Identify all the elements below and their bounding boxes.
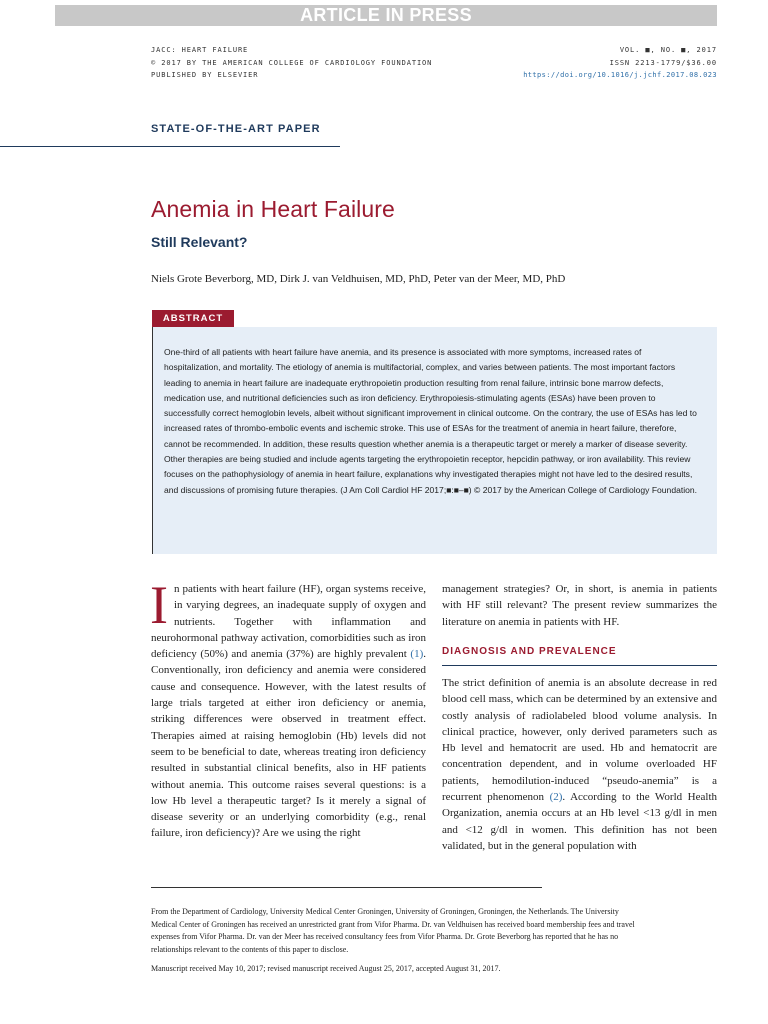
doi-link[interactable]: https://doi.org/10.1016/j.jchf.2017.08.023 [523,71,717,79]
journal-name: JACC: HEART FAILURE [151,46,249,54]
heading-divider [442,665,717,666]
body-column-left [150,575,426,842]
publisher-line: PUBLISHED BY ELSEVIER [151,71,259,79]
body-column-right-intro: management strategies? Or, in short, is anemia in patients with HF still relevant? The present review summarizes the literature on anemia in patients with HF. [442,583,717,628]
section-heading-diagnosis: DIAGNOSIS AND PREVALENCE [442,646,617,657]
left-text-1: n patients with heart failure (HF), organ systems receive, in varying degrees, an inadequate supply of oxygen and nutrients. Together with inflammation and neurohormonal pathway activation, comorbidities such as iron deficiency (50%) and anemia (37%) are highly prevalent [151,583,426,661]
footnote-divider [151,887,542,888]
drop-cap: I [150,575,168,635]
abstract-citation: (J Am Coll Cardiol HF 2017;■:■–■) © 2017 by the American College of Cardiology Foundation. [340,484,697,495]
journal-header-right [523,44,717,82]
footnote-affiliation: From the Department of Cardiology, University Medical Center Groningen, University of Groningen, Groningen, the Netherlands. The University Medical Center of Groningen has received an unrestricted grant from Vifor Pharma. Dr. van Veldhuisen has received board membership fees and travel expenses from Vifor Pharma. Dr. van der Meer has received consultancy fees from Vifor Pharma. Dr. Grote Beverborg has reported that he has no relationships relevant to the contents of this paper to disclose. [151,907,635,954]
abstract-text [164,345,699,498]
abstract-box [152,327,717,554]
copyright-line: © 2017 BY THE AMERICAN COLLEGE OF CARDIOLOGY FOUNDATION [151,58,433,67]
author-list: Niels Grote Beverborg, MD, Dirk J. van Veldhuisen, MD, PhD, Peter van der Meer, MD, PhD [151,273,566,285]
footnote-received: Manuscript received May 10, 2017; revised manuscript received August 25, 2017, accepted August 31, 2017. [151,964,501,973]
abstract-body: One-third of all patients with heart failure have anemia, and its presence is associated with more symptoms, increased rates of hospitalization, and mortality. The etiology of anemia is multifactorial, complex, and varies between patients. The most important factors leading to anemia in heart failure are inadequate erythropoietin production resulting from renal failure, intrinsic bone marrow defects, medication use, and nutritional deficiencies such as iron deficiency. Erythropoiesis-stimulating agents (ESAs) have been proven to successfully correct hemoglobin levels, albeit without significant improvement in clinical outcome. On the contrary, the use of ESAs has led to increased rates of thrombo-embolic events and ischemic stroke. This use of ESAs for the treatment of anemia in heart failure, therefore, cannot be recommended. In addition, these results question whether anemia is a therapeutic target or merely a marker of disease severity. Other therapies are being studied and include agents targeting the erythropoietin receptor, hepcidin pathway, or iron availability. This review focuses on the pathophysiology of anemia in heart failure, explanations why investigated therapies might not have led to the desired results, and discussions of promising future therapies. [164,347,697,495]
journal-header-left [151,44,432,82]
body-column-right [442,675,717,854]
article-title: Anemia in Heart Failure [151,196,395,222]
volume-line: VOL. ■, NO. ■, 2017 [619,46,717,54]
section-divider [0,146,340,147]
article-subtitle: Still Relevant? [151,234,248,250]
article-type-label: STATE-OF-THE-ART PAPER [151,123,321,135]
reference-link-1[interactable]: (1) [410,648,424,661]
left-text-2: . Conventionally, iron deficiency and anemia were considered cause and consequence. However, with the latest results of large trials targeted at either iron deficiency or anemia, striking differences were observed in treatment effect. Therapies aimed at raising hemoglobin (Hb) levels did not seem to be beneficial to date, whereas treating iron deficiency resulted in substantial clinical benefits, also in HF patients without anemia. This outcome raises several questions: is a low Hb level a therapeutic target? Is it merely a signal of disease severity or an underlying comorbidity (e.g., renal failure, iron deficiency)? Are we using the right [151,648,426,840]
article-in-press-banner: ARTICLE IN PRESS [55,5,717,26]
right-text-2: . According to the World Health Organization, anemia occurs at an Hb level <13 g/dl in men and <12 g/dl in women. This definition has not been validated, but in the general population with [442,791,717,852]
right-text-1: The strict definition of anemia is an absolute decrease in red blood cell mass, which can be determined by an extensive and costly analysis of radiolabeled blood volume analysis. In clinical practice, however, only derived parameters such as Hb level and hematocrit are used. Hb and hematocrit are concentration dependent, and in volume overloaded HF patients, hemodilution-induced “pseudo-anemia” is a recurrent phenomenon [442,677,717,804]
issn-line: ISSN 2213-1779/$36.00 [609,58,717,67]
abstract-label: ABSTRACT [152,310,234,327]
reference-link-2[interactable]: (2) [549,791,563,804]
